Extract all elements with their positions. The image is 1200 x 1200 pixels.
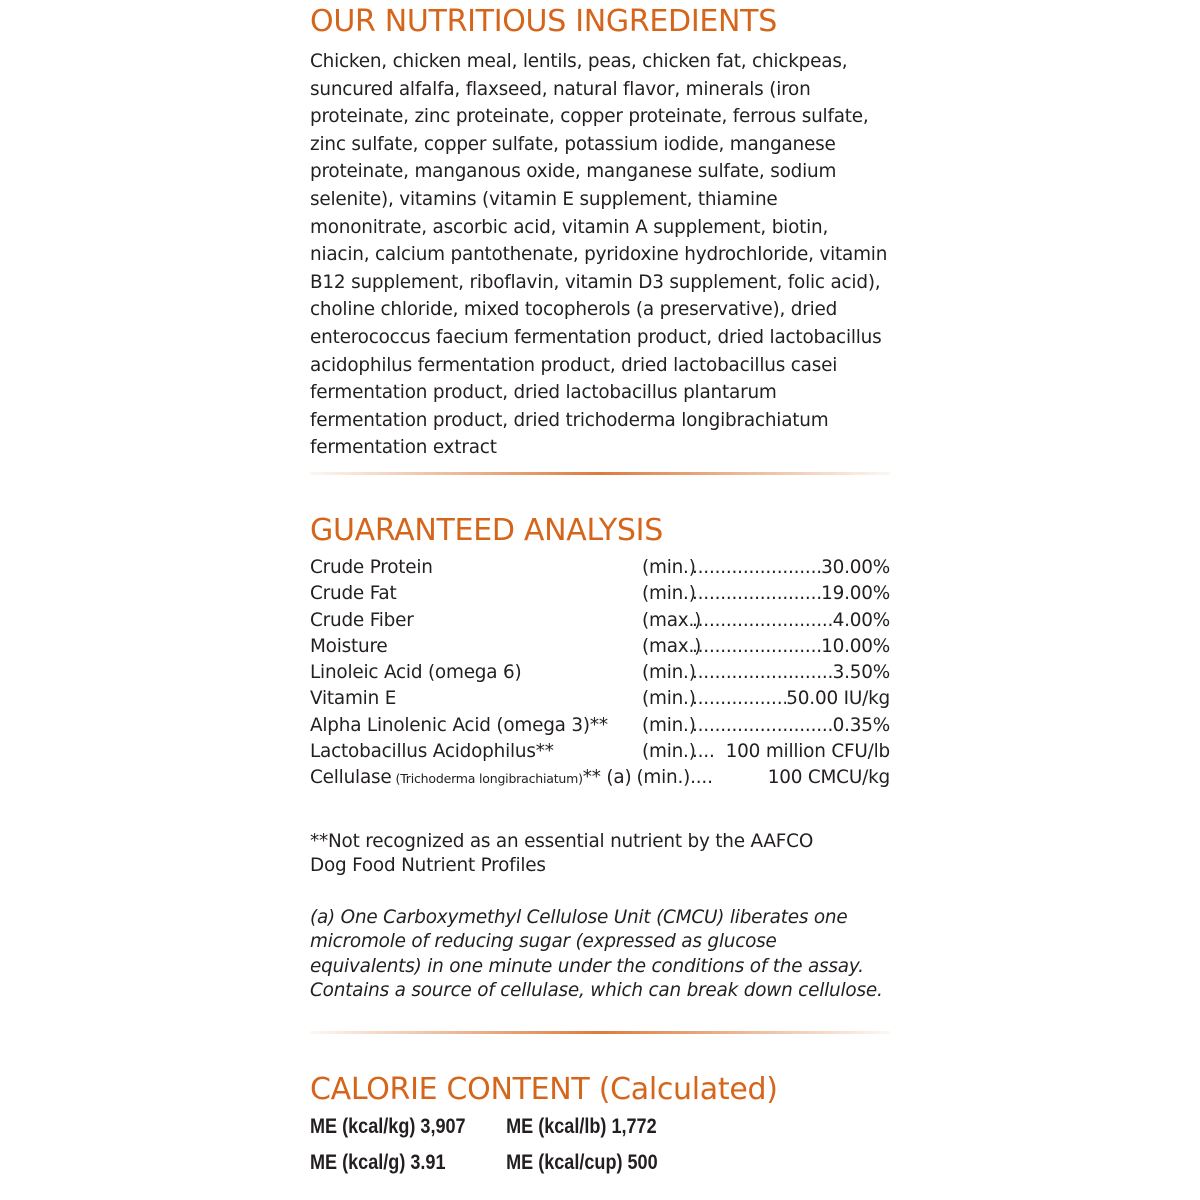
nutrient-value: 4.00% xyxy=(832,609,890,631)
nutrient-name: Crude Protein xyxy=(310,557,433,578)
analysis-row xyxy=(310,686,890,712)
analysis-row xyxy=(310,608,890,634)
analysis-row xyxy=(310,581,890,607)
nutrient-name: Lactobacillus Acidophilus** xyxy=(310,741,554,763)
nutrient-value: 19.00% xyxy=(821,583,890,605)
nutrient-value: 0.35% xyxy=(832,714,890,736)
analysis-table xyxy=(310,555,890,792)
nutrient-name: Vitamin E xyxy=(310,688,397,710)
nutrient-value: 100 million CFU/lb xyxy=(725,741,890,763)
analysis-row xyxy=(310,555,890,581)
nutrient-source: (Trichoderma longibrachiatum) xyxy=(395,771,583,787)
ingredients-section xyxy=(310,5,890,462)
nutrient-basis: (min.) xyxy=(642,662,696,684)
dot-leader xyxy=(692,713,833,739)
analysis-row xyxy=(310,660,890,686)
dot-leader xyxy=(692,686,786,712)
calorie-grid xyxy=(310,1113,809,1177)
calorie-heading: CALORIE CONTENT (Calculated) xyxy=(310,1072,778,1107)
calorie-item: ME (kcal/cup) 500 xyxy=(506,1151,658,1174)
footnote-aafco: **Not recognized as an essential nutrient by the AAFCO Dog Food Nutrient Profiles xyxy=(310,830,814,877)
analysis-row-cellulase xyxy=(310,765,890,791)
analysis-row xyxy=(310,739,890,765)
calorie-item: ME (kcal/g) 3.91 xyxy=(310,1151,446,1174)
nutrient-value: 30.00% xyxy=(821,557,890,578)
section-divider xyxy=(310,1031,890,1034)
calorie-item: ME (kcal/lb) 1,772 xyxy=(506,1115,657,1138)
nutrient-basis: (max.) xyxy=(642,635,702,657)
analysis-section xyxy=(310,514,890,1004)
dot-leader xyxy=(692,660,833,686)
nutrient-value: 100 CMCU/kg xyxy=(767,767,890,789)
calorie-section xyxy=(310,1073,890,1177)
nutrient-value: 50.00 IU/kg xyxy=(786,688,890,710)
nutrient-basis: (min.) xyxy=(642,557,696,578)
dot-leader xyxy=(692,581,821,607)
nutrient-name: Cellulase xyxy=(310,767,392,789)
nutrient-value: 3.50% xyxy=(832,662,890,684)
analysis-heading: GUARANTEED ANALYSIS xyxy=(310,513,663,548)
nutrient-name: Moisture xyxy=(310,635,388,657)
nutrient-value: 10.00% xyxy=(821,635,890,657)
ingredients-heading: OUR NUTRITIOUS INGREDIENTS xyxy=(310,4,777,39)
calorie-item: ME (kcal/kg) 3,907 xyxy=(310,1115,466,1138)
dot-leader xyxy=(692,608,833,634)
section-divider xyxy=(310,472,890,475)
nutrient-name: Crude Fiber xyxy=(310,609,414,631)
nutrient-name: Linoleic Acid (omega 6) xyxy=(310,662,522,684)
dot-leader xyxy=(690,765,712,791)
nutrient-basis: (min.) xyxy=(642,714,696,736)
nutrient-suffix: ** (a) xyxy=(582,767,632,789)
dot-leader xyxy=(692,739,714,765)
analysis-row xyxy=(310,713,890,739)
dot-leader xyxy=(692,634,821,660)
nutrient-basis: (min.) xyxy=(642,583,696,605)
nutrient-basis: (max.) xyxy=(642,609,702,631)
ingredients-text: Chicken, chicken meal, lentils, peas, chicken fat, chickpeas, suncured alfalfa, flaxseed, natural flavor, minerals (iron proteinate, zinc proteinate, copper proteinate, ferrous sulfate, zinc sulfate, copper sulfate, potassium iodide, manganese proteinate, manganous oxide, manganese sulfate, sodium selenite), vitamins (vitamin E supplement, thiamine mononitrate, ascorbic acid, vitamin A supplement, biotin, niacin, calcium pantothenate, pyridoxine hydrochloride, vitamin B12 supplement, riboflavin, vitamin D3 supplement, folic acid), choline chloride, mixed tocopherols (a preservative), dried enterococcus faecium fermentation product, dried lactobacillus acidophilus fermentation product, dried lactobacillus casei fermentation product, dried lactobacillus plantarum fermentation product, dried trichoderma longibrachiatum fermentation extract xyxy=(310,51,888,459)
analysis-row xyxy=(310,634,890,660)
nutrient-basis: (min.) xyxy=(636,767,691,789)
nutrient-basis: (min.) xyxy=(642,741,696,763)
nutrient-name: Crude Fat xyxy=(310,583,397,605)
dot-leader xyxy=(692,555,821,581)
nutrient-name: Alpha Linolenic Acid (omega 3)** xyxy=(310,714,608,736)
nutrient-basis: (min.) xyxy=(642,688,696,710)
footnote-cmcu: (a) One Carboxymethyl Cellulose Unit (CMCU) liberates one micromole of reducing sugar (expressed as glucose equivalents) in one minute under the conditions of the assay. Contains a source of cellulase, which can break down cellulose. xyxy=(310,906,883,1002)
